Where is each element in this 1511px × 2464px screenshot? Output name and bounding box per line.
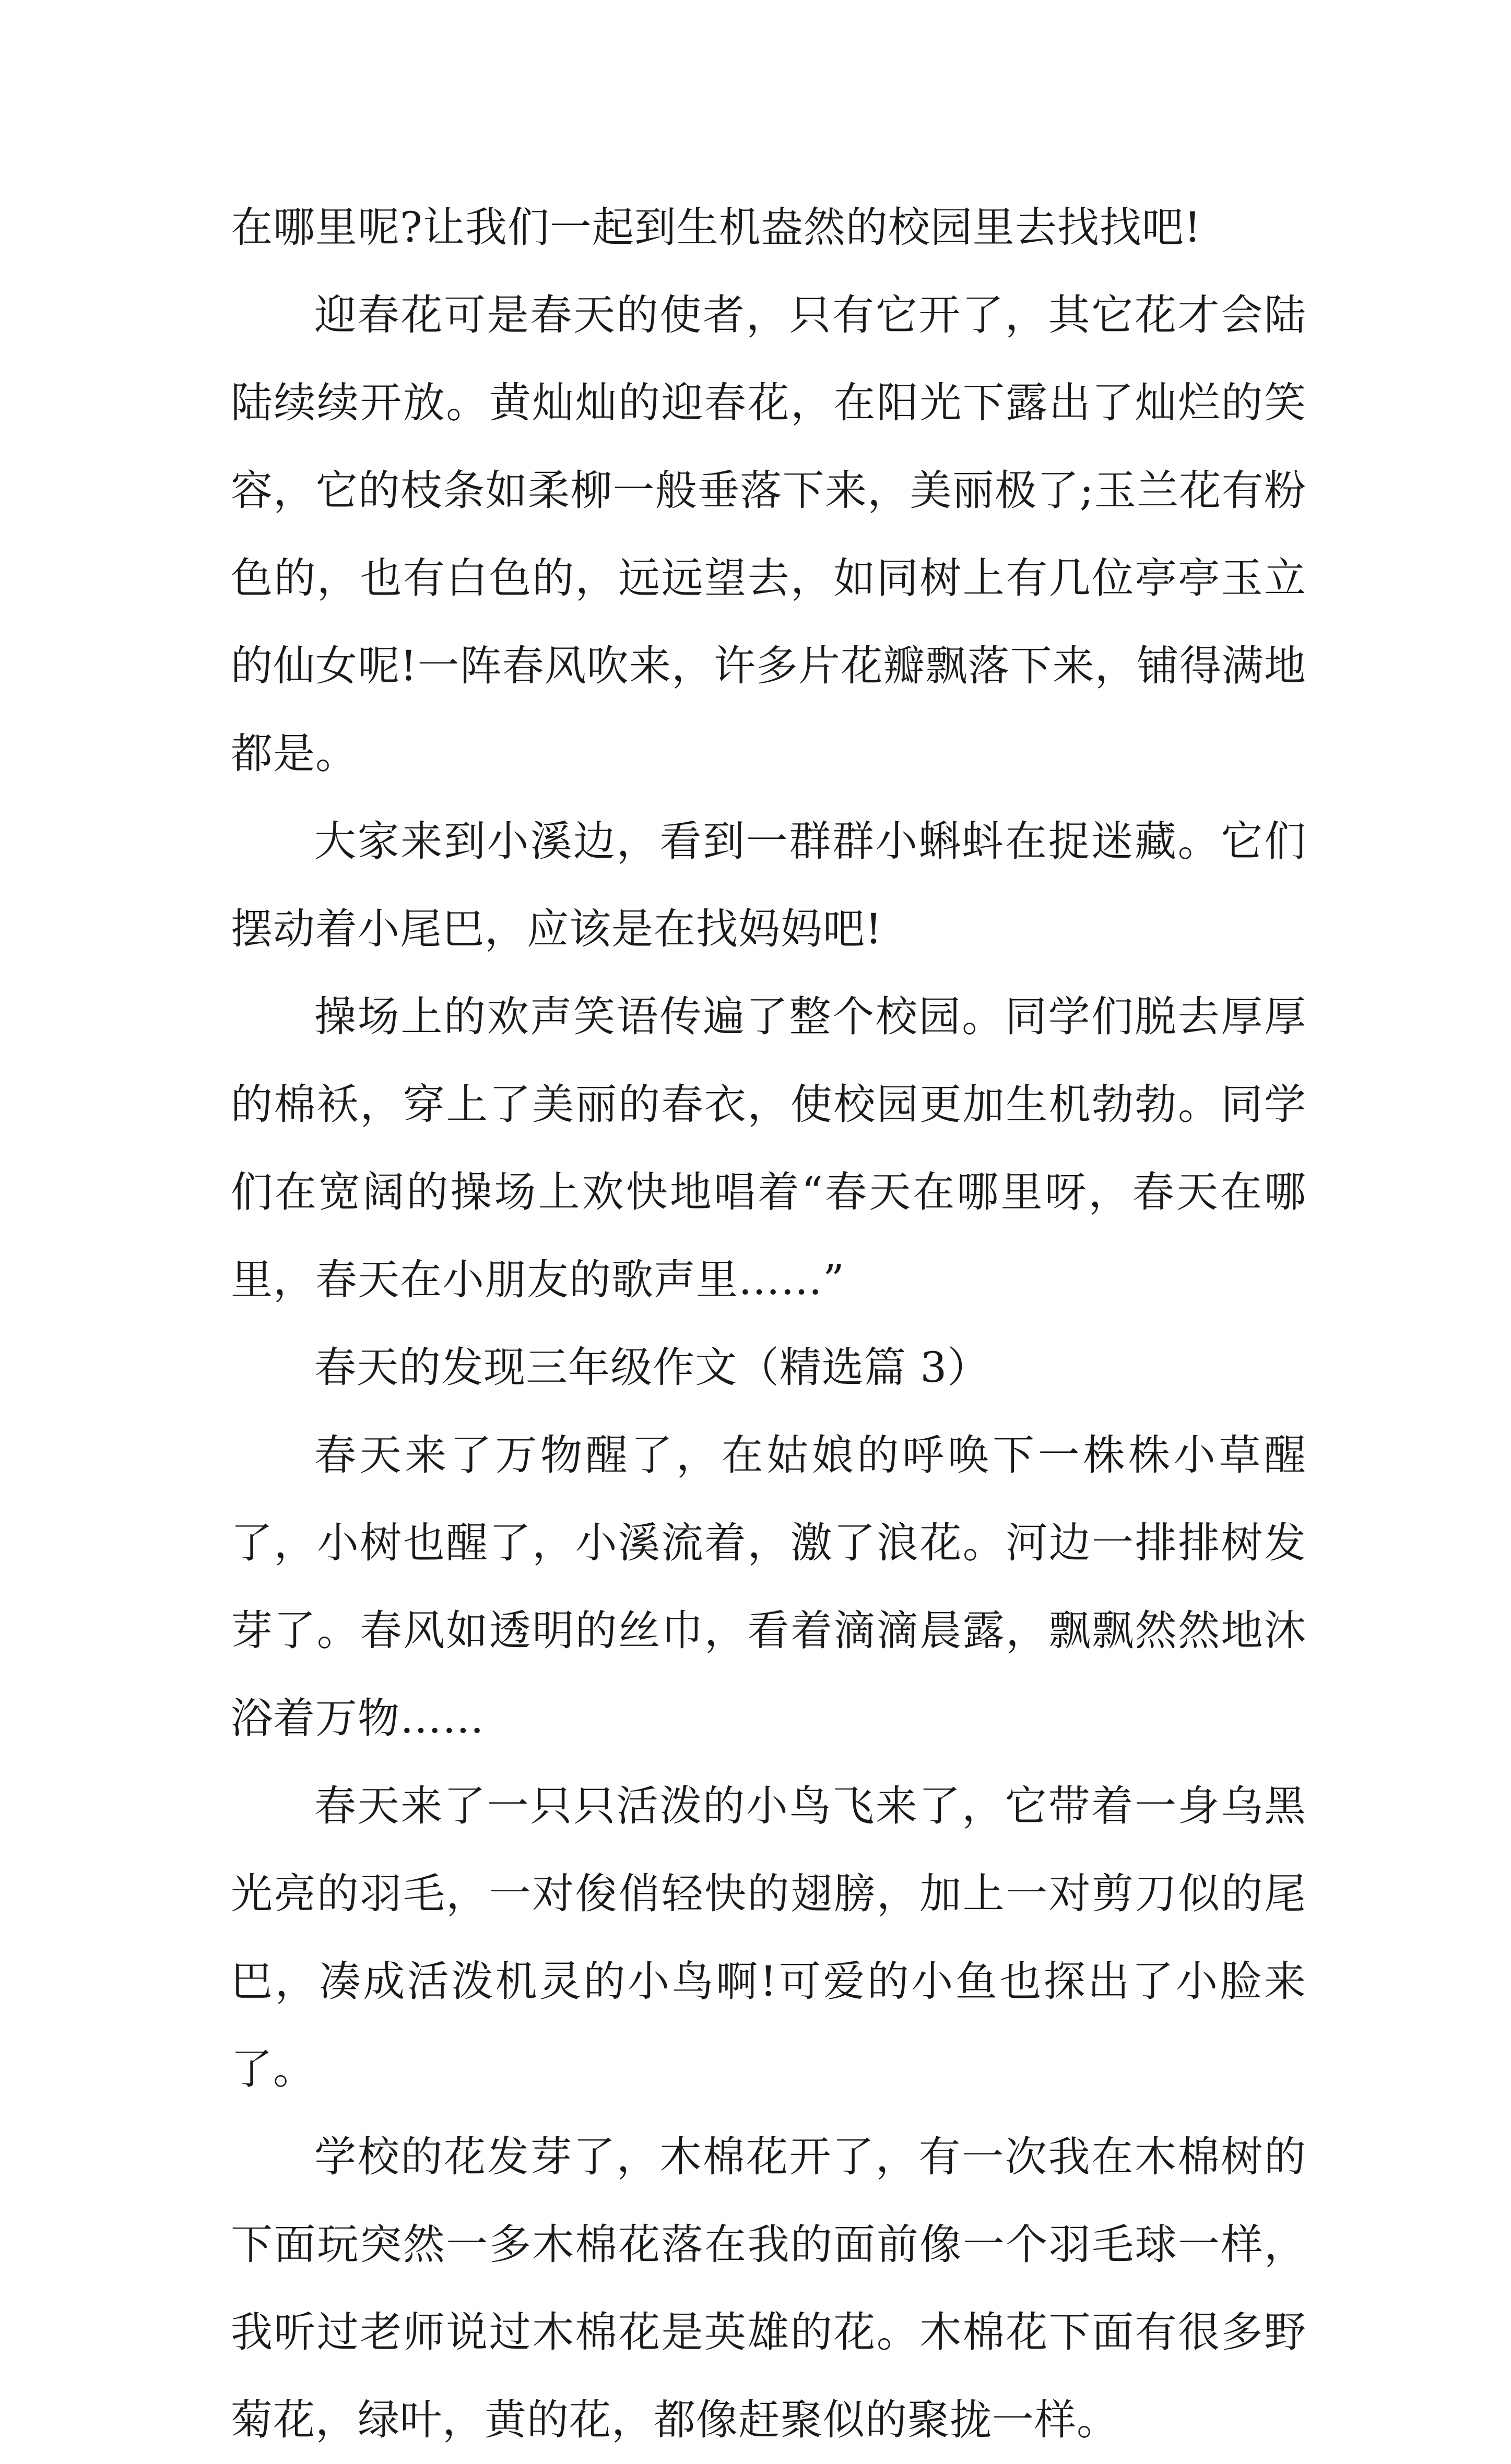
paragraph-xiaoniao: 春天来了一只只活泼的小鸟飞来了，它带着一身乌黑光亮的羽毛，一对俊俏轻快的翅膀，加上一对剪刀似的尾巴，凑成活泼机灵的小鸟啊!可爱的小鱼也探出了小脸来了。 <box>231 1782 1306 2093</box>
paragraph-wanwu: 春天来了万物醒了，在姑娘的呼唤下一株株小草醒了，小树也醒了，小溪流着，激了浪花。河边一排排树发芽了。春风如透明的丝巾，看着滴滴晨露，飘飘然然地沐浴着万物…… <box>231 1431 1306 1743</box>
paragraph-caochang: 操场上的欢声笑语传遍了整个校园。同学们脱去厚厚的棉袄，穿上了美丽的春衣，使校园更加生机勃勃。同学们在宽阔的操场上欢快地唱着“春天在哪里呀，春天在哪里，春天在小朋友的歌声里……” <box>231 992 1306 1304</box>
paragraph-yingchunhua: 迎春花可是春天的使者，只有它开了，其它花才会陆陆续续开放。黄灿灿的迎春花，在阳光下露出了灿烂的笑容，它的枝条如柔柳一般垂落下来，美丽极了;玉兰花有粉色的，也有白色的，远远望去，如同树上有几位亭亭玉立的仙女呢!一阵春风吹来，许多片花瓣飘落下来，铺得满地都是。 <box>231 291 1306 778</box>
section-heading: 春天的发现三年级作文（精选篇 3） <box>314 1343 990 1392</box>
paragraph-continued: 在哪里呢?让我们一起到生机盎然的校园里去找找吧! <box>231 203 1202 252</box>
paragraph-mumianhua: 学校的花发芽了，木棉花开了，有一次我在木棉树的下面玩突然一多木棉花落在我的面前像一个羽毛球一样，我听过老师说过木棉花是英雄的花。木棉花下面有很多野菊花，绿叶，黄的花，都像赶聚似的聚拢一样。 <box>231 2133 1306 2444</box>
paragraph-xiaoxi: 大家来到小溪边，看到一群群小蝌蚪在捉迷藏。它们摆动着小尾巴，应该是在找妈妈吧! <box>231 817 1306 953</box>
essay-body <box>231 184 1306 2464</box>
